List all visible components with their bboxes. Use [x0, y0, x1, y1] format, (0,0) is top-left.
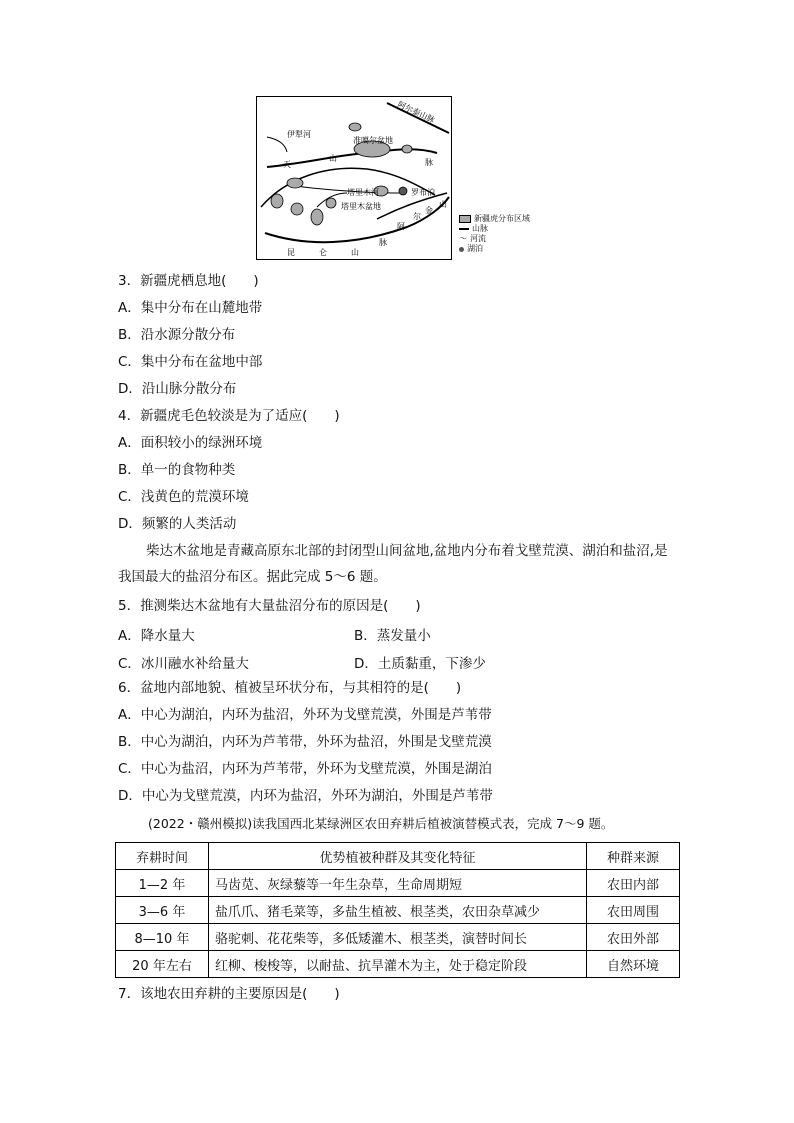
q4-option-b: B．单一的食物种类 [118, 462, 236, 478]
table-cell: 农田周围 [587, 897, 680, 924]
table-cell: 马齿苋、灰绿藜等一年生杂草，生命周期短 [209, 870, 587, 897]
label-kunlun3: 山 [351, 248, 359, 257]
table-row [116, 951, 680, 978]
xinjiang-map [256, 96, 452, 260]
table-cell: 盐爪爪、猪毛菜等，多盐生植被、根茎类，农田杂草减少 [209, 897, 587, 924]
label-kunlun2: 仑 [319, 248, 327, 257]
label-tian1: 天 [283, 160, 291, 169]
label-ili: 伊犁河 [287, 130, 311, 139]
mountain-icon [459, 228, 469, 230]
table-cell: 3—6 年 [116, 897, 209, 924]
table-cell: 20 年左右 [116, 951, 209, 978]
label-tarim-basin: 塔里木盆地 [341, 202, 381, 211]
table-cell: 1—2 年 [116, 870, 209, 897]
q3-option-d: D．沿山脉分散分布 [118, 381, 237, 397]
q3-option-c: C．集中分布在盆地中部 [118, 354, 263, 370]
legend-mountain: 山脉 [472, 224, 488, 233]
table-row [116, 897, 680, 924]
q6-option-b: B．中心为湖泊，内环为芦苇带，外环为盐沼，外围是戈壁荒漠 [118, 734, 492, 750]
legend-lake: 湖泊 [467, 244, 483, 253]
q5-option-a: A．降水量大 [118, 628, 195, 644]
q3-option-a: A．集中分布在山麓地带 [118, 300, 263, 316]
label-kunlun4: 脉 [379, 238, 387, 247]
map-legend [459, 214, 530, 254]
map-drawing [257, 97, 451, 259]
table-row [116, 870, 680, 897]
lake-icon [459, 247, 464, 252]
table-cell: 骆驼刺、花花柴等，多低矮灌木、根茎类，演替时间长 [209, 924, 587, 951]
q3-option-b: B．沿水源分散分布 [118, 327, 236, 343]
table-row [116, 924, 680, 951]
table-cell: 农田内部 [587, 870, 680, 897]
q4-option-c: C．浅黄色的荒漠环境 [118, 489, 249, 505]
label-aerjin2: 尔 [413, 212, 421, 221]
q7-stem: 7．该地农田弃耕的主要原因是( ) [118, 986, 340, 1002]
table-header: 弃耕时间 [116, 843, 209, 870]
label-aerjin3: 金 [425, 206, 433, 215]
label-kunlun1: 昆 [287, 248, 295, 257]
q3-stem: 3．新疆虎栖息地( ) [118, 273, 259, 289]
q6-option-d: D．中心为戈壁荒漠，内环为盐沼，外环为湖泊，外围是芦苇带 [118, 788, 493, 804]
table-cell: 农田外部 [587, 924, 680, 951]
label-tian3: 脉 [425, 158, 433, 167]
q5-option-b: B．蒸发量小 [354, 628, 431, 644]
label-tarim-river: 塔里木河 [347, 188, 379, 197]
intro-7-9: (2022・赣州模拟)读我国西北某绿洲区农田弃耕后植被演替模式表，完成 7～9 题。 [148, 816, 614, 831]
legend-tiger: 新疆虎分布区域 [474, 214, 530, 223]
q4-stem: 4．新疆虎毛色较淡是为了适应( ) [118, 408, 340, 424]
q5-option-c: C．冰川融水补给量大 [118, 656, 249, 672]
q6-stem: 6．盆地内部地貌、植被呈环状分布，与其相符的是( ) [118, 680, 462, 696]
q6-option-a: A．中心为湖泊，内环为盐沼，外环为戈壁荒漠，外围是芦苇带 [118, 707, 492, 723]
label-tian2: 山 [329, 154, 337, 163]
table-header: 优势植被种群及其变化特征 [209, 843, 587, 870]
table-cell: 红柳、梭梭等，以耐盐、抗旱灌木为主，处于稳定阶段 [209, 951, 587, 978]
q5-stem: 5．推测柴达木盆地有大量盐沼分布的原因是( ) [118, 598, 421, 614]
river-icon: 〜 [459, 234, 467, 243]
label-junggar: 准噶尔盆地 [353, 136, 393, 145]
q4-option-a: A．面积较小的绿洲环境 [118, 435, 263, 451]
label-aerjin1: 阿 [397, 222, 405, 231]
label-aerjin4: 山 [439, 200, 447, 209]
label-lopnur: 罗布泊 [411, 188, 435, 197]
label-altai: 阿尔泰山脉 [396, 99, 437, 125]
table-header-row [116, 843, 680, 870]
tiger-area-icon [459, 215, 471, 223]
q5-option-d: D．土质黏重，下渗少 [354, 656, 486, 672]
intro-5-6: 柴达木盆地是青藏高原东北部的封闭型山间盆地,盆地内分布着戈壁荒漠、湖泊和盐沼,是我国最大的盐沼分布区。据此完成 5～6 题。 [118, 543, 668, 585]
q4-option-d: D．频繁的人类活动 [118, 516, 237, 532]
table-header: 种群来源 [587, 843, 680, 870]
succession-table [115, 842, 680, 978]
table-cell: 自然环境 [587, 951, 680, 978]
legend-river: 河流 [470, 234, 486, 243]
q6-option-c: C．中心为盐沼，内环为芦苇带，外环为戈壁荒漠，外围是湖泊 [118, 761, 492, 777]
table-cell: 8—10 年 [116, 924, 209, 951]
